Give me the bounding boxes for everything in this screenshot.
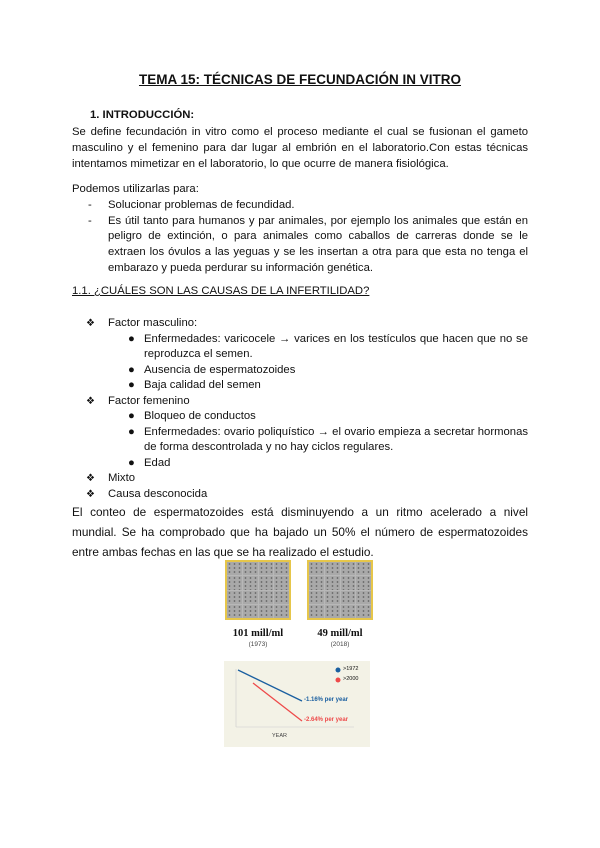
microscope-image-2018 <box>307 560 373 620</box>
dash-bullet-icon: - <box>88 199 92 211</box>
diamond-bullet-icon: ❖ <box>86 318 95 329</box>
legend-2000-marker <box>336 678 341 683</box>
rate-1972: -1.16% per year <box>304 697 349 703</box>
list-item <box>128 425 528 456</box>
dot-bullet-icon: ● <box>128 410 135 422</box>
list-item-text: Solucionar problemas de fecundidad. <box>108 199 295 211</box>
list-item <box>86 316 528 332</box>
intro-paragraph: Se define fecundación in vitro como el proceso mediante el cual se fusionan el gameto masculino y el femenino para dar lugar al embrión en el laboratorio.Con estas técnicas intentamos mimetizar en el laboratorio, lo que ocurre de manera fisiológica. <box>72 126 528 170</box>
dot-bullet-icon: ● <box>128 379 135 391</box>
count-2018: 49 mill/ml <box>317 628 363 639</box>
diamond-bullet-icon: ❖ <box>86 473 95 484</box>
sperm-count-paragraph: El conteo de espermatozoides está disminuyendo a un ritmo acelerado a nivel mundial. Se ha comprobado que ha bajado un 50% el número de espermatozoides entre ambas fechas en las que se ha realizado el estudio. <box>72 505 528 559</box>
causes-list <box>86 316 528 502</box>
list-item-text: Baja calidad del semen <box>144 379 261 391</box>
legend-2000: >2000 <box>343 676 359 682</box>
uses-label: Podemos utilizarlas para: <box>72 183 199 195</box>
list-item-text: Enfermedades: varicocele → varices en los testículos que hacen que no se reproduzca el semen. <box>144 332 528 360</box>
legend-1972: >1972 <box>343 666 359 672</box>
dot-bullet-icon: ● <box>128 425 135 438</box>
list-item-text: Bloqueo de conductos <box>144 410 256 422</box>
count-1973: 101 mill/ml <box>232 628 284 639</box>
dot-bullet-icon: ● <box>128 363 135 376</box>
list-item <box>128 332 528 363</box>
year-2018: (2018) <box>330 641 350 648</box>
list-item <box>86 487 528 503</box>
list-item <box>86 394 528 410</box>
list-item <box>88 198 528 214</box>
page-title: TEMA 15: TÉCNICAS DE FECUNDACIÓN IN VITRO <box>138 72 462 87</box>
list-item-text: Es útil tanto para humanos y par animales, por ejemplo los animales que están en peligro de extinción, o para animales como caballos de carreras donde se le extraen los óvulos a las yeguas y se les insertan a otra para que esta no tenga el embarazo y pueda perdurar su información genética. <box>108 214 528 274</box>
year-1973: (1973) <box>248 641 268 648</box>
legend-1972-marker <box>336 668 341 673</box>
microscope-image-1973 <box>225 560 291 620</box>
list-item-text: Factor masculino: <box>108 317 198 329</box>
list-item <box>86 471 528 487</box>
diamond-bullet-icon: ❖ <box>86 395 95 407</box>
trend-chart <box>224 661 370 747</box>
causes-heading: 1.1. ¿CUÁLES SON LAS CAUSAS DE LA INFERTILIDAD? <box>72 285 370 297</box>
diamond-bullet-icon: ❖ <box>86 488 95 500</box>
list-item-text: Causa desconocida <box>108 487 208 500</box>
list-item-text: Factor femenino <box>108 394 190 407</box>
sublist <box>128 332 528 394</box>
list-item <box>128 409 528 425</box>
list-item <box>128 378 528 394</box>
list-item <box>128 363 528 379</box>
dot-bullet-icon: ● <box>128 456 135 469</box>
dot-bullet-icon: ● <box>128 332 135 345</box>
intro-heading: 1. INTRODUCCIÓN: <box>90 109 195 121</box>
list-item <box>128 456 528 472</box>
list-item-text: Edad <box>144 456 171 469</box>
uses-list <box>88 198 528 277</box>
list-item-text: Enfermedades: ovario poliquístico → el ovario empieza a secretar hormonas de forma descontrolada y no hay ciclos regulares. <box>144 425 528 453</box>
rate-2000: -2.64% per year <box>304 717 349 723</box>
list-item <box>88 214 528 277</box>
list-item-text: Ausencia de espermatozoides <box>144 363 296 376</box>
sublist <box>128 409 528 471</box>
list-item-text: Mixto <box>108 472 135 484</box>
x-axis-label: YEAR <box>272 733 287 739</box>
dash-bullet-icon: - <box>88 214 92 227</box>
